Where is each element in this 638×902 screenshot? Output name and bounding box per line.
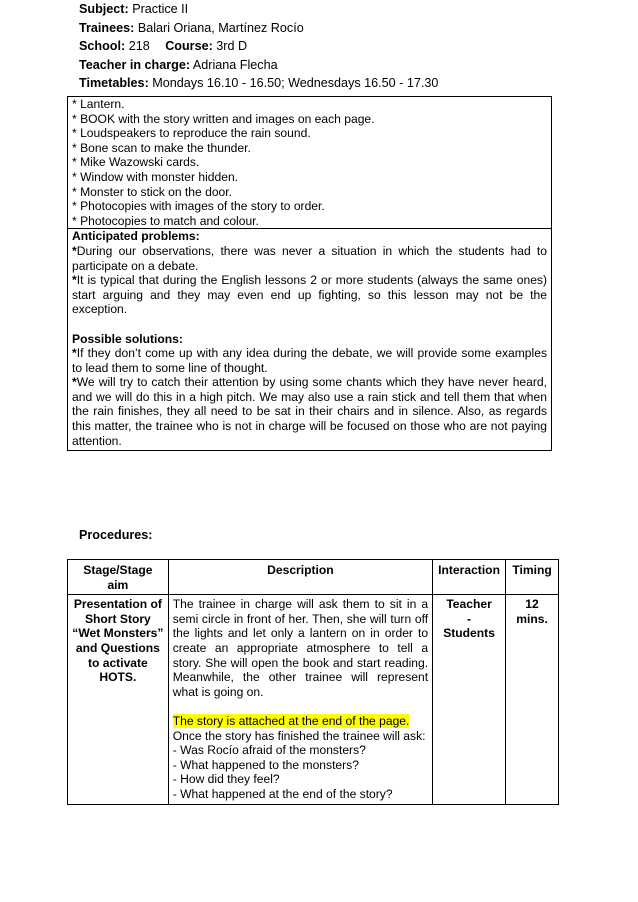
trainees-row (79, 19, 438, 38)
material-item: * Bone scan to make the thunder. (72, 140, 251, 155)
material-item: * Photocopies with images of the story to order. (72, 199, 325, 214)
material-item: * Window with monster hidden. (72, 169, 239, 184)
school-value: 218 (128, 39, 150, 53)
problems-title: Anticipated problems: (72, 229, 200, 244)
timetables-value: Mondays 16.10 - 16.50; Wednesdays 16.50 - 17.30 (152, 76, 439, 90)
problem-item: *During our observations, there was never a situation in which the students had to participate on a debate. (72, 243, 547, 273)
school-row (79, 37, 438, 56)
materials-problems-box (67, 96, 552, 451)
material-item: * Loudspeakers to reproduce the rain sound. (72, 126, 311, 141)
trainees-label: Trainees: (79, 20, 135, 35)
subject-value: Practice II (132, 2, 189, 16)
course-value: 3rd D (216, 39, 248, 53)
solution-item: *We will try to catch their attention by using some chants which they have never heard, and we will do this in a high pitch. We may also use a rain stick and tell them that when the rain finishes, they all need to be sat in their chairs and in silence. Also, as regards this matter, the trainee who is not in charge will be focused on those who are not paying attention. (72, 375, 547, 448)
material-item: * Monster to stick on the door. (72, 184, 232, 199)
description-after: Once the story has finished the trainee will ask: (172, 728, 426, 743)
problem-item: *It is typical that during the English lessons 2 or more students (always the same ones) start arguing and they may even end up fighting, so this lesson may not be the exception. (72, 273, 547, 317)
teacher-row (79, 56, 438, 75)
lesson-header (79, 0, 438, 93)
problems-section (68, 229, 551, 450)
question-item: - Was Rocío afraid of the monsters? (172, 743, 366, 758)
interaction-header: Interaction (433, 560, 506, 595)
story-attached-highlight: The story is attached at the end of the page. (172, 713, 410, 728)
question-item: - What happened at the end of the story? (172, 786, 393, 801)
material-item: * Mike Wazowski cards. (72, 155, 200, 170)
question-item: - What happened to the monsters? (172, 757, 359, 772)
question-item: - How did they feel? (172, 772, 280, 787)
stage-cell: Presentation of Short Story “Wet Monsters” and Questions to activate HOTS. (68, 595, 169, 804)
course-label: Course: (165, 39, 213, 53)
material-item: * BOOK with the story written and images on each page. (72, 111, 375, 126)
teacher-label: Teacher in charge: (79, 57, 191, 72)
procedures-table (67, 559, 559, 805)
timetables-label: Timetables: (79, 76, 149, 90)
solution-item: *If they don’t come up with any idea during the debate, we will provide some examples to lead them to some line of thought. (72, 346, 547, 375)
teacher-value: Adriana Flecha (192, 57, 278, 72)
timing-header: Timing (506, 560, 559, 595)
procedures-title: Procedures: (79, 528, 153, 542)
description-cell (168, 595, 432, 804)
timing-cell: 12 mins. (506, 595, 559, 804)
material-item: * Photocopies to match and colour. (72, 213, 259, 228)
materials-list (68, 97, 551, 228)
material-item: * Lantern. (72, 97, 125, 111)
subject-row (79, 0, 438, 19)
description-intro: The trainee in charge will ask them to sit in a semi circle in front of her. Then, she will turn off the lights and let only a lantern on in order to create an appropriate atmosphere to tell a story. She will open the book and start reading. Meanwhile, the other trainee will represent what is going on. (172, 597, 429, 699)
subject-label: Subject: (79, 2, 129, 16)
description-header: Description (168, 560, 432, 595)
timetables-row (79, 74, 438, 93)
stage-header: Stage/Stage aim (68, 560, 169, 595)
interaction-cell: Teacher - Students (433, 595, 506, 804)
table-row (68, 595, 559, 804)
solutions-title: Possible solutions: (72, 331, 183, 346)
table-header-row (68, 560, 559, 595)
school-label: School: (79, 39, 126, 53)
trainees-value: Balari Oriana, Martínez Rocío (137, 20, 304, 35)
